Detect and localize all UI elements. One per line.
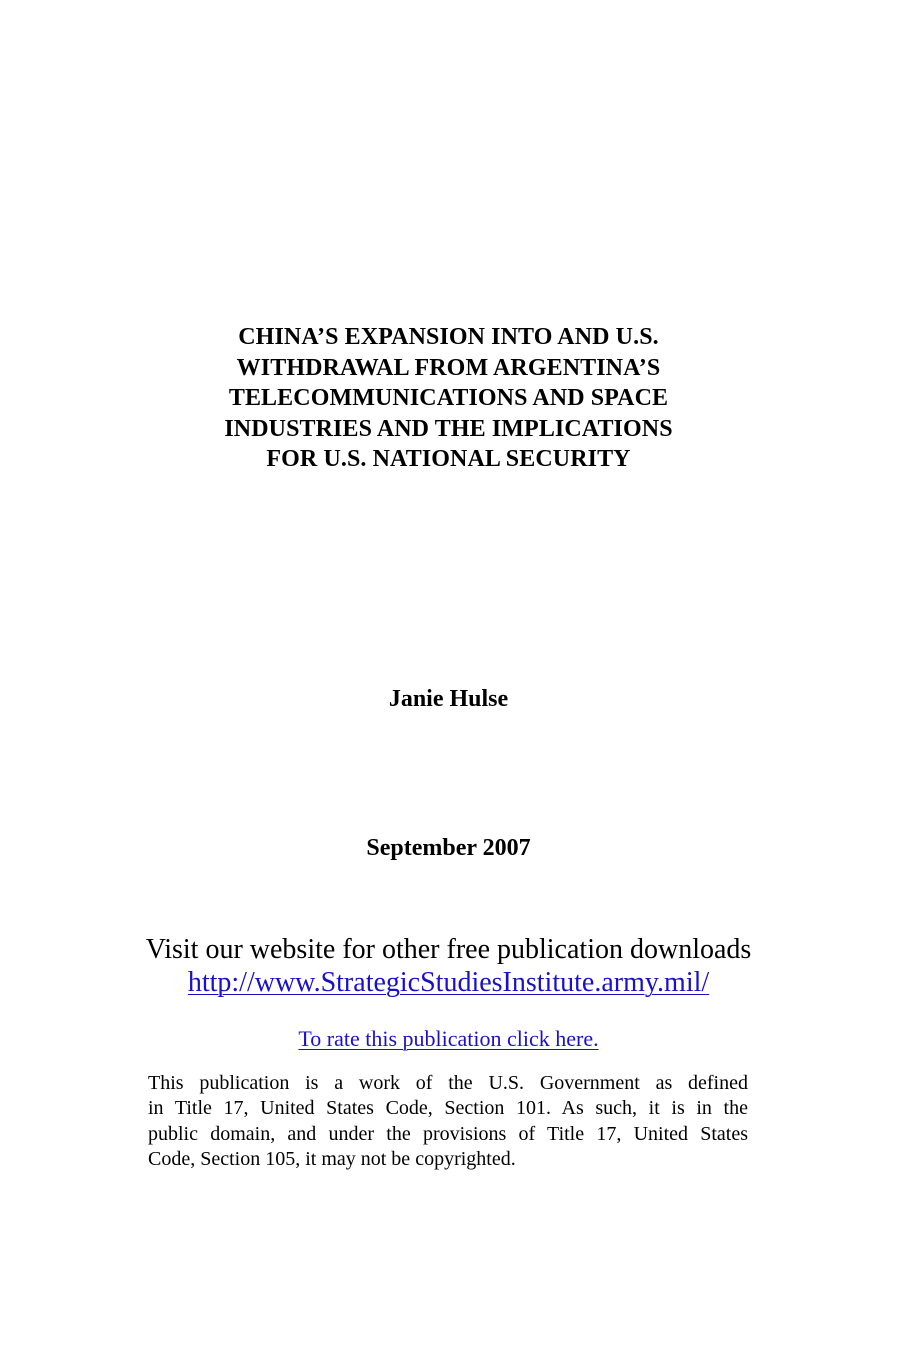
title-line-2: WITHDRAWAL FROM ARGENTINA’S (236, 354, 661, 381)
author-name: Janie Hulse (388, 686, 509, 712)
public-domain-notice (148, 1071, 748, 1172)
visit-website-text: Visit our website for other free publication downloads (145, 934, 752, 965)
document-title (0, 322, 897, 475)
title-line-1: CHINA’S EXPANSION INTO AND U.S. (238, 324, 659, 350)
website-link[interactable]: http://www.StrategicStudiesInstitute.army.mil/ (187, 967, 710, 998)
title-line-4: INDUSTRIES AND THE IMPLICATIONS (224, 415, 673, 442)
rate-publication-container (0, 1025, 897, 1053)
publication-date: September 2007 (366, 835, 531, 861)
notice-line-3: public domain, and under the provisions of Title 17, United States (148, 1122, 748, 1145)
website-link-container (0, 966, 897, 999)
notice-line-1: This publication is a work of the U.S. Government as defined (148, 1072, 748, 1094)
notice-line-4: Code, Section 105, it may not be copyrighted. (148, 1147, 516, 1170)
rate-publication-link[interactable]: To rate this publication click here. (298, 1026, 599, 1051)
title-line-5: FOR U.S. NATIONAL SECURITY (266, 446, 631, 472)
title-line-3: TELECOMMUNICATIONS AND SPACE (228, 385, 669, 411)
notice-line-2: in Title 17, United States Code, Section 101. As such, it is in the (148, 1097, 748, 1120)
